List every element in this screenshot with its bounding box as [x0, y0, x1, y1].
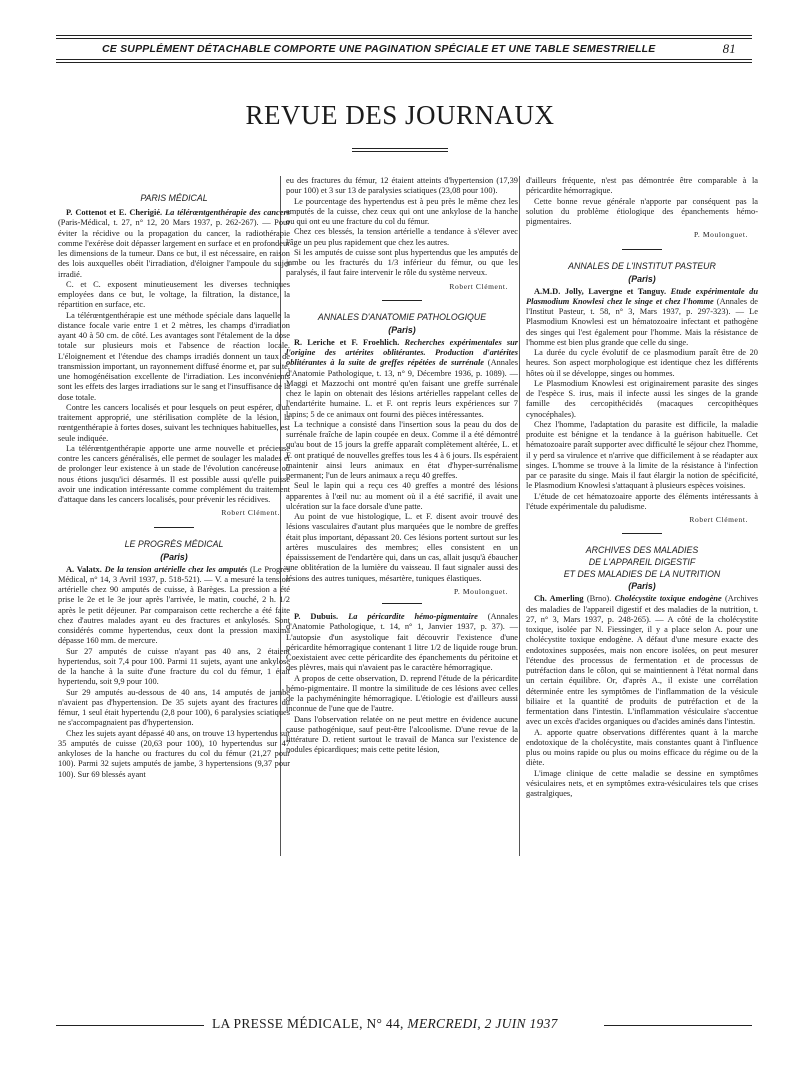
- article-signature: P. Moulonguet.: [453, 586, 508, 596]
- article-title: Etude expérimentale du Plasmodium Knowlesi chez le singe et chez l'homme: [526, 286, 758, 306]
- section-heading: ANNALES DE L'INSTITUT PASTEUR: [568, 260, 716, 271]
- article-paragraph: [286, 338, 518, 420]
- section-separator: [154, 527, 194, 528]
- article-paragraph: A propos de cette observation, D. reprend l'étude de la péricardite hémo-pigmentaire. Il montre la similitude de ces lésions avec celles de la pachyméningite hémorragique. L'étiologie est d'ailleurs aussi inconnue de l'une que de l'autre.: [286, 673, 518, 714]
- article-signature: Robert Clément.: [449, 281, 508, 291]
- article-title: Cholécystite toxique endogène: [614, 594, 722, 604]
- article-signature: P. Moulonguet.: [693, 230, 748, 240]
- section-heading: PARIS MÉDICAL: [140, 193, 208, 203]
- article-paragraph: [526, 287, 758, 349]
- article-title: La péricardite hémo-pigmentaire: [348, 612, 478, 621]
- article-author: A. Valatx.: [66, 564, 102, 574]
- article-paragraph: [58, 208, 290, 280]
- article-paragraph: Si les amputés de cuisse sont plus hypertendus que les amputés de jambe ou les fracturés du 1/3 inférieur du fémur, ou que les paralysés, il faut faire intervenir le rôle du système nerveux.: [286, 247, 518, 278]
- article-text: (Paris-Médical, t. 27, n° 12, 20 Mars 1937, p. 262-267). — Pour éviter la récidive ou la propagation du cancer, la radiothérapie comme l'exérèse doit dépasser largement en surface et en profondeur les dimensions de la tumeur. Dans ce but, il est nécessaire, en raison des lois auxquelles obéit l'irradiation, d'éloigner l'ampoule du sujet irradié.: [58, 218, 290, 279]
- article-paragraph: Sur 29 amputés au-dessous de 40 ans, 14 amputés de jambe n'avaient pas d'hypertension. De 35 sujets ayant des fractures du fémur, 1 seul était hypertendu (2,8 pour 100), 6 paralysies sciatiques ne s'accompagnaient pas d'hypertension.: [58, 687, 290, 728]
- header-rule-bottom-inner: [56, 62, 752, 63]
- article-paragraph: Au point de vue histologique, L. et F. disent avoir trouvé des lésions vasculaires d'autant plus marquées que le nombre de greffes était plus important, dépassant 20. Ces lésions portent surtout sur les artères musculaires des membres; elles consistent en un épaississement de l'endartère qui, dans un cas, allait jusqu'à ébaucher une oblitération de la lumière du vaisseau. Il faut signaler aussi des lésions des autres tuniques, mésartère, tuniques élastiques.: [286, 512, 518, 583]
- article-signature: Robert Clément.: [221, 508, 280, 518]
- column-divider-right: [519, 176, 520, 856]
- section-heading: ANNALES D'ANATOMIE PATHOLOGIQUE: [317, 311, 487, 322]
- article-paragraph: [58, 565, 290, 647]
- section-separator: [622, 249, 662, 250]
- article-paragraph: d'ailleurs fréquente, n'est pas démontrée être comparable à la péricardite hémorragique.: [526, 176, 758, 196]
- page-title: REVUE DES JOURNAUX: [245, 100, 555, 130]
- article-title: De la tension artérielle chez les amputés: [104, 564, 248, 574]
- article-paragraph: Cette bonne revue générale n'apporte par conséquent pas la solution du problème étiologique des épanchements hémo-pigmentaires.: [526, 196, 758, 226]
- article-paragraph: C. et C. exposent minutieusement les diverses techniques employées dans ce but, le voltage, la filtration, la distance, la répartition en surface, etc.: [58, 279, 290, 310]
- article-paragraph: Chez l'homme, l'adaptation du parasite est difficile, la maladie produite est bénigne et la tendance à la guérison habituelle. Cet hématozoaire paraît supporter avec difficulté le séjour chez l'homme, il y perd sa virulence et n'arrive que difficilement à se réadapter aux singes. L'homme se trouve à la limite de la résistance à l'infection par ce parasite du singe. Mais il faut élargir la notion de spécificité, le Plasmodium Knowlesi s'attaquant à plusieurs espèces voisines.: [526, 419, 758, 491]
- section-city: (Paris): [628, 581, 656, 592]
- footer-rule-right: [604, 1025, 752, 1026]
- header-rule-top: [56, 35, 752, 36]
- article-author: R. Leriche et F. Froehlich.: [294, 337, 400, 347]
- section-city: (Paris): [628, 273, 656, 284]
- article-paragraph: L'étude de cet hématozoaire apporte des éléments intéressants à l'étude expérimentale du paludisme.: [526, 491, 758, 511]
- section-separator: [382, 603, 422, 604]
- section-separator: [382, 300, 422, 301]
- article-paragraph: L'image clinique de cette maladie se dessine en symptômes vésiculaires nets, et en symptômes extra-vésiculaires tels que crises gastralgiques,: [526, 768, 758, 798]
- article-author: A.M.D. Jolly, Lavergne et Tanguy.: [534, 286, 667, 296]
- title-rule-1: [352, 148, 448, 149]
- article-signature: Robert Clément.: [689, 515, 748, 524]
- article-author-city: (Brno).: [586, 594, 612, 604]
- column-2: [286, 176, 518, 756]
- article-paragraph: eu des fractures du fémur, 12 étaient atteints d'hypertension (17,39 pour 100) et 3 sur 13 de paralysies sciatiques (23,08 pour 100).: [286, 176, 518, 196]
- running-header: [58, 41, 750, 57]
- header-supplement-note: CE SUPPLÉMENT DÉTACHABLE COMPORTE UNE PAGINATION SPÉCIALE ET UNE TABLE SEMESTRIELLE: [102, 43, 656, 55]
- article-text: (Annales de l'Institut Pasteur, t. 58, n° 3, Mars 1937, p. 297-323). — Le Plasmodium Knowlesi est un hématozoaire infectant et pathogène des singes qui l'est également pour l'homme. Mais la résistance de l'homme est bien plus grande que celle du singe.: [526, 296, 759, 347]
- footer-journal: [212, 1016, 558, 1032]
- section-city: (Paris): [160, 551, 188, 562]
- article-title: Recherches expérimentales sur l'origine des artérites oblitérantes. Production d'artérites oblitérantes à la suite de greffes répétées de surrénale: [286, 337, 518, 368]
- section-heading: DE L'APPAREIL DIGESTIF: [588, 557, 696, 568]
- article-title: La télérœntgenthérapie des cancers: [165, 208, 290, 217]
- header-rule-top-inner: [56, 38, 752, 39]
- article-text: (Annales d'Anatomie Pathologique, t. 14, n° 1, Janvier 1937, p. 37). — L'autopsie d'un asystolique fait découvrir l'existence d'une péricardite hémorragique contenant 1 litre 1/2 de liquide rouge brun. Coexistaient avec cette péricardite des épanchements du péritoine et des plèvres, mais qui n'avaient pas le caractère hémorragique.: [286, 612, 518, 673]
- article-text: (Archives des maladies de l'appareil digestif et des maladies de la nutrition, t. 27, n° 3, Mars 1937, p. 248-265). — A côté de la cholécystite toxique, isolée par N. Fiessinger, il y a place selon A. pour une cholécystite toxique endogène. A défaut d'une mesure exacte des endotoxines supposées, mais non encore isolées, on peut mesurer l'étendue des processus de fermentation et de processus de putréfaction dans le côlon, qui se maintiennent à l'état normal dans un certain équilibre. Or, d'après A., il existe une corrélation déterminée entre les symptômes de l'inflammation de la vésicule biliaire et la quantité de produits de putréfaction et de la fermentation dans l'intestin. L'inflammation vésiculaire s'accentue avec un excès d'acides organiques ou d'acides aminés dans l'intestin.: [526, 594, 759, 727]
- article-paragraph: Contre les cancers localisés et pour lesquels on peut espérer, d'un traitement approprié, une stérilisation complète de la lésion, la rœntgenthérapie à fortes doses, suivant les techniques habituelles, est seule indiquée.: [58, 402, 290, 443]
- article-paragraph: [526, 594, 758, 727]
- section-separator: [622, 533, 662, 534]
- article-text: (Annales d'Anatomie Pathologique, t. 13, n° 9, Décembre 1936, p. 1089). — Maggi et Mazzochi ont montré qu'en faisant une greffe surrénale chez le lapin on obtenait des lésions artérielles rappelant celles de l'endartérite humaine. L. et F. ont repris leurs expériences sur 7 lapins; 5 de ce animaux ont fourni des pièces intéressantes.: [286, 358, 519, 419]
- section-heading: LE PROGRÈS MÉDICAL: [124, 538, 224, 549]
- article-paragraph: Seul le lapin qui a reçu ces 40 greffes a montré des lésions apparentes à l'œil nu: au moment où il a été sacrifié, il avait une ulcération sur la face dorsale d'une patte.: [286, 481, 518, 511]
- title-rule-2: [352, 151, 448, 152]
- footer: [56, 1016, 752, 1034]
- footer-rule-left: [56, 1025, 204, 1026]
- article-paragraph: La télérœntgenthérapie apporte une arme nouvelle et précieuse contre les cancers généralisés, elle permet de soulager les malades et de prolonger leur existence à un stade de l'évolution cancéreuse où nous étions jusqu'ici désarmés. Il est possible aussi qu'elle puisse avoir une indication intéressante comme complément du traitement d'attaque dans les cancers localisés, pour prévenir les récidives.: [58, 443, 290, 504]
- article-author: P. Cottenot et E. Cherigié.: [66, 208, 163, 217]
- header-rule-bottom: [56, 59, 752, 60]
- section-city: (Paris): [388, 324, 416, 335]
- article-paragraph: La durée du cycle évolutif de ce plasmodium paraît être de 20 heures. Son aspect morphologique est identique chez les différents hôtes où il se développe, singes ou hommes.: [526, 348, 758, 378]
- article-paragraph: Le Plasmodium Knowlesi est originairement parasite des singes de l'espèce S. irus, mais il infecte aussi les singes de la grande famille des cercopithécidés (macaques cercopithèques cynocéphales).: [526, 378, 758, 419]
- footer-journal-name: LA PRESSE MÉDICALE, N° 44,: [212, 1016, 404, 1031]
- column-1: [58, 176, 290, 780]
- article-paragraph: La technique a consisté dans l'insertion sous la peau du dos de surrénale fraîche de lapin coupée en deux. Comme il a été démontré qu'au bout de 15 jours la greffe apparaît complètement altérée, L. et F. ont pratiqué de nouvelles greffes tous les 4 à 6 jours. Ils espéraient maintenir ainsi leurs animaux en état d'hyper-surrénalisme permanent; l'un de leurs animaux a reçu 40 greffes.: [286, 419, 518, 480]
- article-text: (Le Progrès Médical, n° 14, 3 Avril 1937, p. 518-521). — V. a mesuré la tension artérielle chez 90 amputés de cuisse, à Barèges. La pression a été prise le 2e et le 3e jour après l'arrivée, le matin, couché, 2 h. 1/2 après le petit déjeuner. Par comparaison cette recherche a été faite chez d'autres malades ayant eu des fractures et ankylosés. Sont considérés comme hypertendus, ceux dont la pression maxima dépasse 160 mm. de mercure.: [58, 564, 290, 646]
- page-number: 81: [722, 41, 736, 56]
- section-heading: ET DES MALADIES DE LA NUTRITION: [563, 569, 721, 580]
- article-paragraph: A. apporte quatre observations différentes quant à la marche endotoxique de la cholécystite, mais constantes quant à l'influence plus ou moins rapide ou plus ou moins efficace du régime ou de la diète.: [526, 727, 758, 768]
- article-paragraph: Sur 27 amputés de cuisse n'ayant pas 40 ans, 2 étaient hypertendus, soit 7,4 pour 100. Parmi 11 sujets, ayant une ankylose de la hanche à la suite d'une fracture du col du fémur, 1 était hypertendu, soit 9,9 pour 100.: [58, 646, 290, 687]
- article-paragraph: Le pourcentage des hypertendus est à peu près le même chez les amputés de la cuisse, chez ceux qui ont une ankylose de la hanche ou qui ont eu une fracture du col du fémur.: [286, 196, 518, 226]
- article-author: P. Dubuis.: [294, 612, 339, 621]
- article-paragraph: [286, 612, 518, 674]
- section-heading: ARCHIVES DES MALADIES: [585, 545, 699, 556]
- article-paragraph: La télérœntgenthérapie est une méthode spéciale dans laquelle la distance focale varie entre 1 et 2 mètres, les champs d'irradiation ayant 40 à 50 cm. de côté. Les avantages sont l'étalement de la dose totale sur plusieurs mois et l'absence de réaction locale. L'éloignement et l'étendue des champs irradiés donnent un taux de transmission important, un rayonnement diffusé énorme et, par suite, une homogénéisation excellente de l'irradiation. Les inconvénients sont les effets des larges irradiations sur le sang et l'insuffisance de la dose totale.: [58, 310, 290, 402]
- article-paragraph: Chez ces blessés, la tension artérielle a tendance à s'élever avec l'âge un peu plus rapidement que chez les autres.: [286, 227, 518, 247]
- article-paragraph: Chez les sujets ayant dépassé 40 ans, on trouve 13 hypertendus sur 35 amputés de cuisse (20,63 pour 100), 10 hypertendus sur 47 ankyloses de la hanche ou fractures du col du fémur (21,27 pour 100). Parmi 32 sujets amputés de jambe, 3 hypertensions (9,37 pour 100). Sur 69 blessés ayant: [58, 728, 290, 779]
- column-3: [526, 176, 758, 799]
- footer-date: MERCREDI, 2 JUIN 1937: [407, 1016, 558, 1031]
- article-author: Ch. Amerling: [534, 594, 584, 604]
- article-paragraph: Dans l'observation relatée on ne peut mettre en évidence aucune cause pathogénique, sauf peut-être l'alcoolisme. D'une revue de la littérature D. retient surtout le travail de Manca sur l'existence de nodules épicardiques; mais cette petite lésion,: [286, 714, 518, 755]
